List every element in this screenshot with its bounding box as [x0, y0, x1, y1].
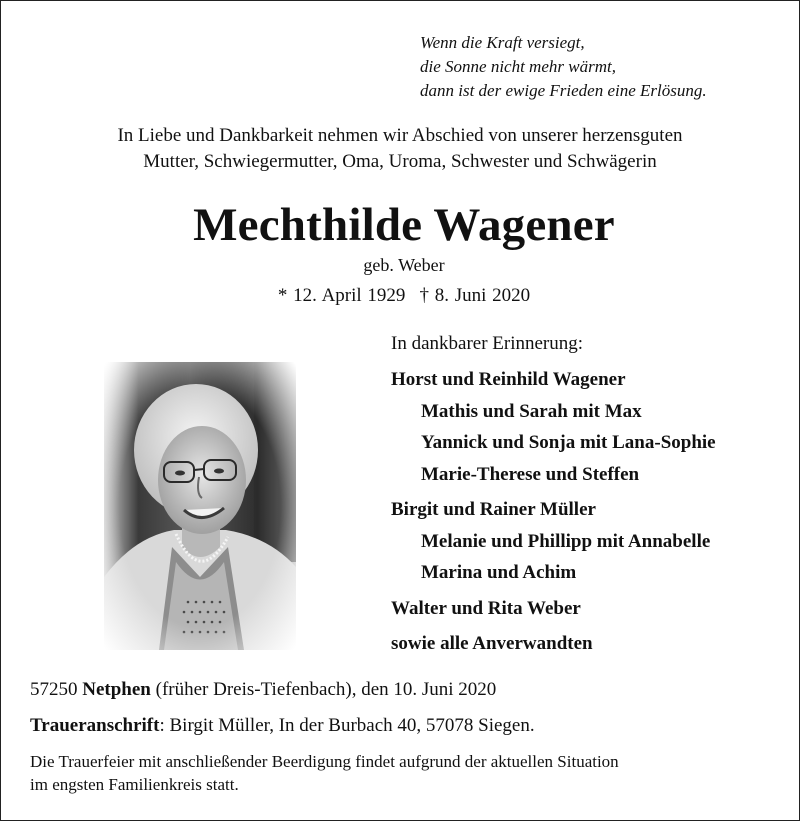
birth-name: geb. Weber [363, 255, 445, 275]
poem-line: die Sonne nicht mehr wärmt, [420, 57, 616, 76]
address-text: : Birgit Müller, In der Burbach 40, 57078 Siegen. [159, 715, 535, 736]
mourners-list [391, 364, 716, 660]
intro-line: Mutter, Schwiegermutter, Oma, Uroma, Schwester und Schwägerin [143, 151, 657, 172]
memory-heading: In dankbarer Erinnerung: [391, 333, 584, 354]
funeral-note [30, 750, 619, 796]
poem-line: dann ist der ewige Frieden eine Erlösung. [420, 81, 707, 100]
family-sub: Melanie und Phillipp mit Annabelle [421, 530, 711, 552]
note-line: Die Trauerfeier mit anschließender Beerdigung findet aufgrund der aktuellen Situation [30, 752, 619, 771]
note-line: im engsten Familienkreis statt. [30, 775, 239, 794]
address-label: Traueranschrift [30, 715, 160, 736]
zip-code: 57250 [30, 679, 78, 700]
poem-line: Wenn die Kraft versiegt, [420, 33, 585, 52]
family-sub: Marie-Therese und Steffen [421, 463, 640, 485]
deceased-name: Mechthilde Wagener [193, 199, 615, 251]
place-rest: (früher Dreis-Tiefenbach), den 10. Juni 2020 [155, 679, 497, 700]
portrait-photo [104, 362, 296, 650]
family-sub: Mathis und Sarah mit Max [421, 400, 642, 422]
death-date: † 8. Juni 2020 [419, 285, 531, 306]
poem [420, 31, 707, 103]
intro-line: In Liebe und Dankbarkeit nehmen wir Abschied von unserer herzensguten [117, 125, 683, 146]
family-main: Walter und Rita Weber [391, 597, 581, 619]
town: Netphen [82, 679, 151, 700]
life-dates [0, 283, 800, 309]
family-main: Birgit und Rainer Müller [391, 499, 596, 520]
mourning-address [30, 713, 535, 739]
birth-date: * 12. April 1929 [277, 285, 406, 306]
family-sub: Yannick und Sonja mit Lana-Sophie [421, 432, 716, 453]
place-date [30, 677, 496, 703]
closing-line: sowie alle Anverwandten [391, 633, 593, 654]
portrait-photo-icon [104, 362, 296, 650]
intro-text [0, 123, 800, 175]
family-sub: Marina und Achim [421, 562, 577, 583]
family-main: Horst und Reinhild Wagener [391, 369, 626, 390]
